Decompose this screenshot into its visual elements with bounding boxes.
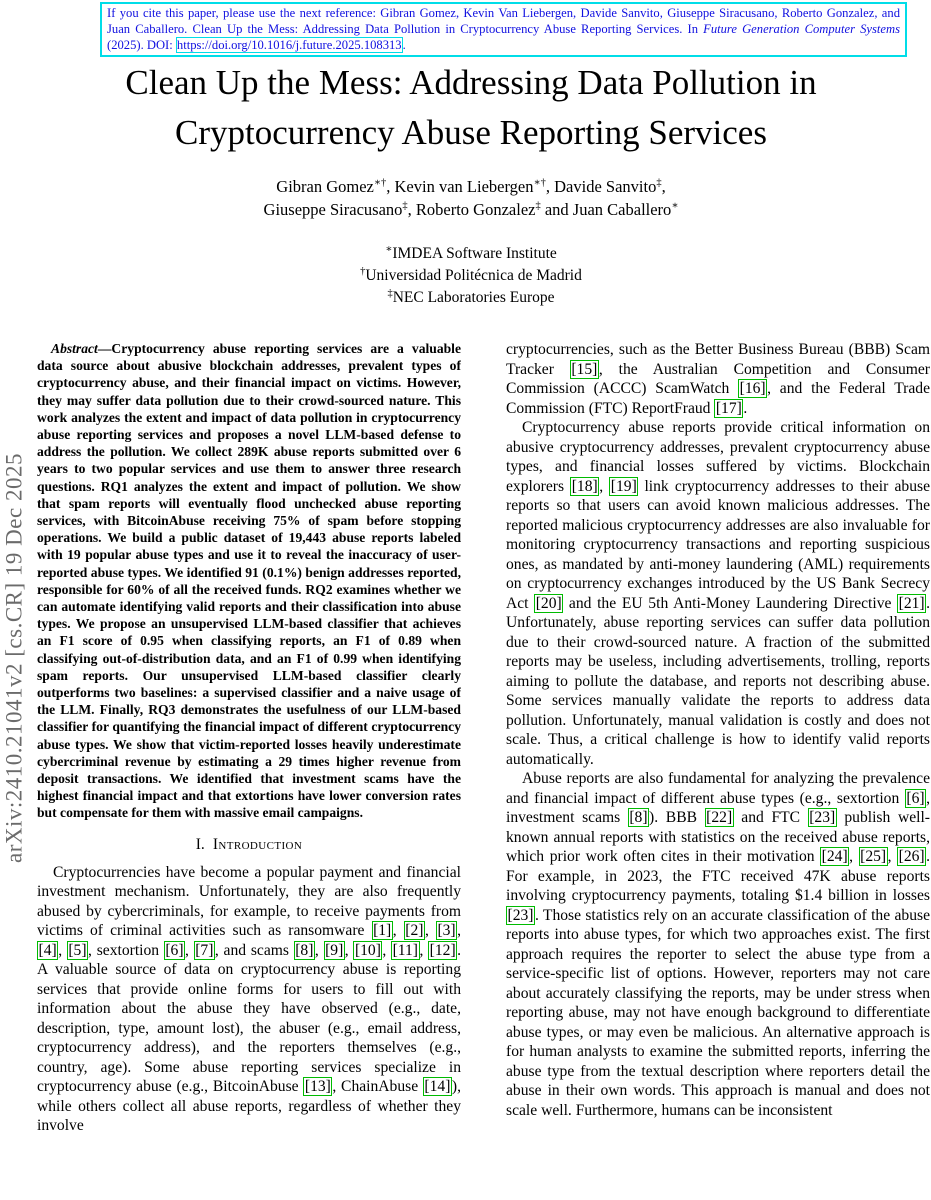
author-name: Kevin van Liebergen	[394, 177, 534, 196]
affiliation-marker: †	[360, 265, 366, 277]
right-paragraph-2: Cryptocurrency abuse reports provide critical information on abusive cryptocurrency addresses, prevalent cryptocurrency abuse types, and financial losses suffered by victims. Blockchain explorers [18], [19] link cryptocurrency addresses to their abuse reports so that users can avoid known malicious addresses. The reported malicious cryptocurrency addresses are also invaluable for monitoring cryptocurrency transactions and reporting suspicious ones, as mandated by anti-money laundering (AML) requirements on cryptocurrency exchanges introduced by the US Bank Secrecy Act [20] and the EU 5th Anti-Money Laundering Directive [21]. Unfortunately, abuse reporting services can suffer data pollution due to their crowd-sourced nature. A fraction of the submitted reports may be useless, including advertisements, trolling, reports aiming to pollute the database, and reports not describing abuse. Some services manually validate the reports to address data pollution. Unfortunately, manual validation is costly and does not scale. Thus, a critical challenge is how to identify valid reports automatically.	[506, 419, 930, 768]
citation-link[interactable]: [24]	[821, 848, 848, 865]
affiliations	[37, 243, 905, 309]
left-column	[37, 340, 461, 1200]
abstract-label: Abstract	[51, 341, 98, 356]
citation-link[interactable]: [10]	[354, 941, 381, 959]
intro-paragraph-1: Cryptocurrencies have become a popular payment and financial investment mechanism. Unfortunately, they are also frequently abused by cybercriminals, for example, to receive payments from victims of criminal activities such as ransomware [1], [2], [3], [4], [5], sextortion [6], [7], and scams [8], [9], [10], [11], [12]. A valuable source of data on cryptocurrency abuse is reporting services that provide online forms for users to fill out with information about the abuse they have observed (e.g., date, description, type, amount lost), the abuser (e.g., email address, cryptocurrency address), and the reporters themselves (e.g., country, age). Some abuse reporting services specialize in cryptocurrency abuse (e.g., BitcoinAbuse [13], ChainAbuse [14]), while others collect all abuse reports, regardless of whether they involve	[37, 863, 461, 1135]
citation-link[interactable]: [9]	[325, 941, 344, 959]
affiliation	[37, 243, 905, 265]
author-line: Giuseppe Siracusano‡, Roberto Gonzalez‡ and Juan Caballero∗	[263, 200, 679, 219]
author-affiliation-marker: ∗†	[373, 177, 387, 189]
citation-link[interactable]: [23]	[809, 809, 836, 826]
citation-link[interactable]: [22]	[706, 809, 733, 826]
citation-link[interactable]: [20]	[535, 594, 562, 612]
author-affiliation-marker: ‡	[402, 200, 408, 212]
affiliation-name: NEC Laboratories Europe	[392, 289, 555, 306]
notice-text-after-venue: (2025). DOI:	[107, 37, 176, 52]
author-name: Giuseppe Siracusano	[263, 200, 403, 219]
citation-link[interactable]: [6]	[165, 941, 184, 959]
citation-link[interactable]: [8]	[629, 809, 648, 826]
author-name: Roberto Gonzalez	[415, 200, 536, 219]
citation-link[interactable]: [15]	[571, 360, 598, 378]
affiliation-marker: ‡	[387, 287, 393, 299]
citation-link[interactable]: [2]	[405, 922, 424, 940]
citation-link[interactable]: [6]	[906, 789, 925, 807]
affiliation-marker: ∗	[385, 243, 393, 255]
notice-venue: Future Generation Computer Systems	[703, 21, 900, 36]
arxiv-watermark: arXiv:2410.21041v2 [cs.CR] 19 Dec 2025	[1, 453, 27, 863]
citation-link[interactable]: [16]	[739, 380, 766, 397]
citation-link[interactable]: [21]	[898, 594, 925, 612]
section-number: I.	[195, 835, 205, 853]
right-paragraph-3: Abuse reports are also fundamental for analyzing the prevalence and financial impact of different abuse types (e.g., sextortion [6], investment scams [8]). BBB [22] and FTC [23] publish well-known annual reports with statistics on the received abuse reports, which prior work often cites in their motivation [24], [25], [26]. For example, in 2023, the FTC received 47K abuse reports involving cryptocurrency payments, totaling $1.4 billion in losses [23]. Those statistics rely on an accurate classification of the abuse reports into abuse types, for which two approaches exist. The first approach requires the reporter to select the abuse type from a service-specific list of options. However, reporters may not care about accurately classifying the reports, may be under stress when reporting abuse, may not have enough background to differentiate abuse types, or may even be malicious. An alternative approach is for human analysts to examine the submitted reports, inferring the abuse type from the textual description where reporters detail the abuse in their own words. This approach is manual and does not scale well. Furthermore, humans can be inconsistent	[506, 770, 930, 1119]
citation-link[interactable]: [14]	[424, 1078, 451, 1096]
section-heading-introduction	[37, 836, 461, 854]
abstract	[37, 340, 461, 822]
author-name: Juan Caballero	[572, 200, 672, 219]
author-affiliation-marker: ∗	[671, 200, 679, 212]
citation-link[interactable]: [5]	[68, 941, 87, 959]
citation-link[interactable]: [11]	[392, 941, 418, 959]
citation-link[interactable]: [7]	[195, 941, 214, 959]
citation-link[interactable]: [12]	[429, 941, 456, 959]
citation-link[interactable]: [25]	[860, 848, 887, 865]
affiliation-name: IMDEA Software Institute	[392, 245, 557, 262]
affiliation	[37, 265, 905, 287]
citation-link[interactable]: [18]	[571, 477, 598, 495]
citation-link[interactable]: [23]	[507, 906, 534, 924]
section-title: Introduction	[212, 835, 303, 853]
citation-link[interactable]: [26]	[898, 848, 925, 865]
citation-link[interactable]: [4]	[38, 941, 57, 959]
author-line: Gibran Gomez∗†, Kevin van Liebergen∗†, Davide Sanvito‡,	[276, 177, 666, 196]
doi-link[interactable]: https://doi.org/10.1016/j.future.2025.108313	[176, 37, 402, 52]
author-affiliation-marker: ‡	[656, 177, 662, 189]
affiliation	[37, 287, 905, 309]
right-column	[506, 340, 930, 1200]
citation-link[interactable]: [1]	[373, 922, 392, 940]
notice-text: If you cite this paper, please use the next reference: Gibran Gomez, Kevin Van Liebergen, Davide Sanvito, Giuseppe Siracusano, Roberto Gonzalez, and Juan Caballero. Clean Up the Mess: Addressing Data Pollution in Cryptocurrency Abuse Reporting Services. In	[107, 6, 900, 36]
citation-link[interactable]: [19]	[610, 477, 637, 495]
author-name: Davide Sanvito	[554, 177, 657, 196]
author-name: Gibran Gomez	[276, 177, 374, 196]
citation-link[interactable]: [17]	[715, 399, 742, 417]
citation-link[interactable]: [3]	[437, 922, 456, 940]
affiliation-name: Universidad Politécnica de Madrid	[365, 267, 582, 284]
citation-notice	[100, 2, 907, 57]
authors	[37, 175, 905, 221]
citation-link[interactable]: [13]	[304, 1078, 331, 1096]
author-affiliation-marker: ‡	[535, 200, 541, 212]
paper-title: Clean Up the Mess: Addressing Data Pollution in Cryptocurrency Abuse Reporting Services	[125, 63, 817, 152]
author-affiliation-marker: ∗†	[533, 177, 546, 189]
notice-text-end: .	[402, 37, 406, 52]
abstract-body: —Cryptocurrency abuse reporting services are a valuable data source about abusive blockchain addresses, prevalent types of cryptocurrency abuse, and their financial impact on victims. However, they may suffer data pollution due to their crowd-sourced nature. This work analyzes the extent and impact of data pollution in cryptocurrency abuse reporting services and proposes a novel LLM-based defense to address the pollution. We collect 289K abuse reports submitted over 6 years to two popular services and use them to answer three research questions. RQ1 analyzes the extent and impact of pollution. We show that spam reports will eventually flood unchecked abuse reporting services, with BitcoinAbuse receiving 75% of spam before stopping operations. We build a public dataset of 19,443 abuse reports labeled with 19 popular abuse types and use it to reveal the inaccuracy of user-reported abuse types. We identified 91 (0.1%) benign addresses reported, responsible for 60% of all the received funds. RQ2 examines whether we can automate identifying valid reports and their classification into abuse types. We propose an unsupervised LLM-based classifier that achieves an F1 score of 0.95 when classifying reports, an F1 of 0.89 when classifying out-of-distribution data, and an F1 of 0.99 when identifying spam reports. Our unsupervised LLM-based classifier clearly outperforms two baselines: a supervised classifier and a naive usage of the LLM. Finally, RQ3 demonstrates the usefulness of our LLM-based classifier for quantifying the financial impact of different cryptocurrency abuse types. We show that victim-reported losses heavily underestimate cybercriminal revenue by estimating a 29 times higher revenue from deposit transactions. We identified that investment scams have the highest financial impact and that extortions have lower conversion rates but compensate for them with massive email campaigns.	[37, 341, 461, 821]
right-paragraph-1: cryptocurrencies, such as the Better Business Bureau (BBB) Scam Tracker [15], the Australian Competition and Consumer Commission (ACCC) ScamWatch [16], and the Federal Trade Commission (FTC) ReportFraud [17].	[506, 341, 930, 417]
citation-link[interactable]: [8]	[295, 941, 314, 959]
